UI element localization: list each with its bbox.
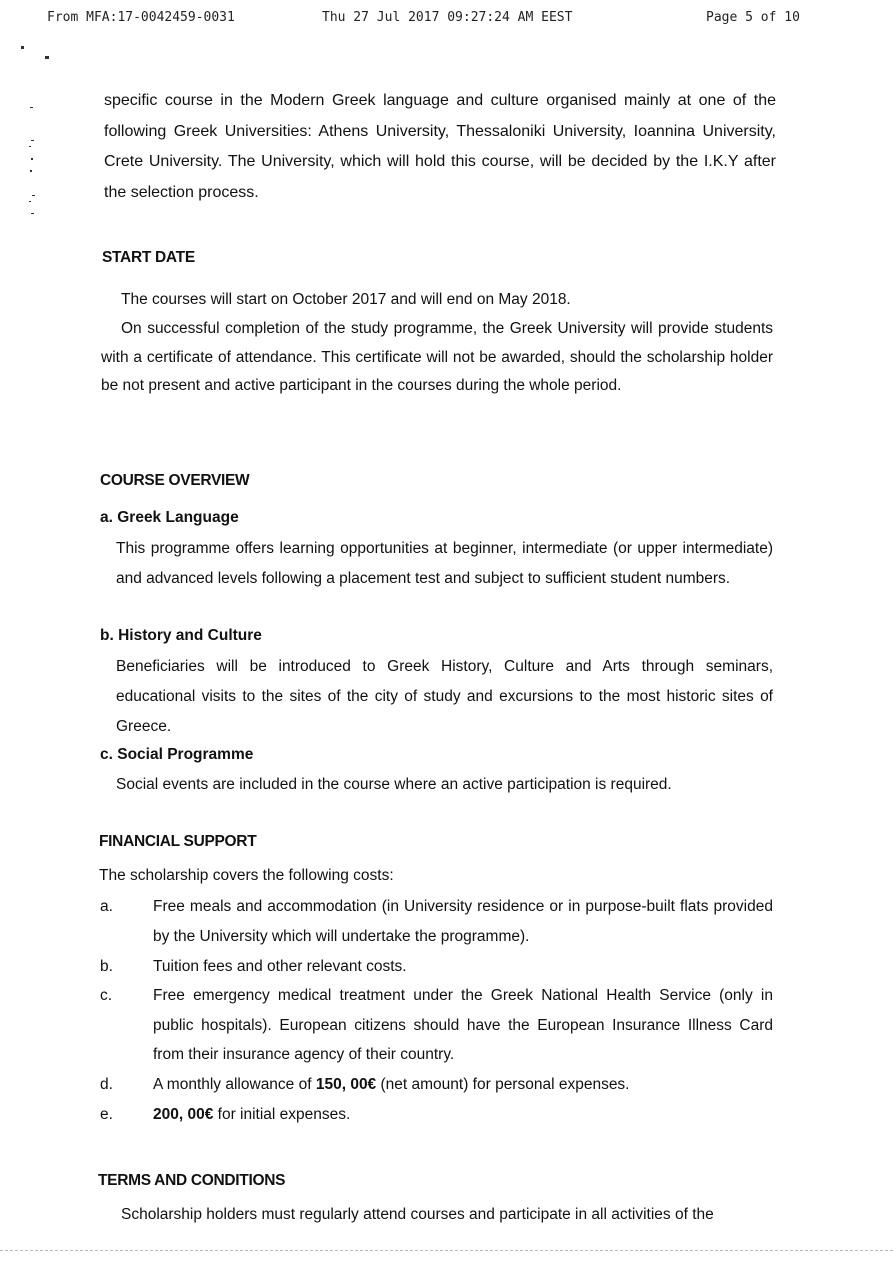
greek-language-text: This programme offers learning opportunities at beginner, intermediate (or upper intermediate) and advanced levels following a placement test and subject to sufficient student numbers. [116, 540, 773, 587]
cost-item-text [153, 1100, 773, 1130]
allowance-prefix: A monthly allowance of [153, 1076, 316, 1093]
cost-item-letter: e. [100, 1106, 113, 1123]
cost-item-d [100, 1070, 780, 1100]
cost-item-e [100, 1100, 780, 1130]
cost-item-letter: d. [100, 1076, 113, 1093]
financial-support-heading: FINANCIAL SUPPORT [99, 833, 257, 850]
terms-paragraph: Scholarship holders must regularly attend courses and participate in all activities of the [121, 1206, 714, 1223]
initial-expenses-suffix: for initial expenses. [213, 1106, 351, 1123]
cost-item-a [100, 892, 780, 952]
start-date-paragraph-1: The courses will start on October 2017 and will end on May 2018. [121, 291, 571, 308]
allowance-amount: 150, 00€ [315, 1076, 377, 1093]
social-programme-text: Social events are included in the course where an active participation is required. [116, 776, 672, 793]
fax-page-number: Page 5 of 10 [706, 10, 800, 25]
start-date-paragraph-2-text: On successful completion of the study programme, the Greek University will provide students with a certificate of attendance. This certificate will not be awarded, should the scholarship holder be not present and active participant in the courses during the whole period. [101, 320, 773, 394]
cost-item-text: Tuition fees and other relevant costs. [153, 958, 407, 975]
cost-item-c [100, 981, 780, 1071]
start-date-heading: START DATE [102, 249, 195, 266]
cost-item-letter: a. [100, 898, 113, 915]
history-culture-text: Beneficiaries will be introduced to Greek History, Culture and Arts through seminars, educational visits to the sites of the city of study and excursions to the most historic sites of Greece. [116, 658, 773, 735]
scan-bottom-edge [0, 1250, 893, 1251]
fax-sender: From MFA:17-0042459-0031 [47, 10, 235, 25]
greek-language-title: a. Greek Language [100, 509, 239, 526]
social-programme-title: c. Social Programme [100, 746, 254, 763]
cost-item-text: Free emergency medical treatment under the Greek National Health Service (only in public hospitals). European citizens should have the European Insurance Illness Card from their insurance agency of their country. [153, 987, 773, 1063]
start-date-paragraph-2 [101, 315, 773, 401]
allowance-suffix: (net amount) for personal expenses. [376, 1076, 630, 1093]
intro-paragraph: specific course in the Modern Greek language and culture organised mainly at one of the following Greek Universities: Athens University, Thessaloniki University, Ioannina University, Crete University. The University, which will hold this course, will be decided by the I.K.Y after the selection process. [104, 92, 776, 201]
cost-item-text [153, 1070, 773, 1100]
cost-item-text: Free meals and accommodation (in University residence or in purpose-built flats provided by the University which will undertake the programme). [153, 898, 773, 945]
history-culture-title: b. History and Culture [100, 627, 262, 644]
fax-datetime: Thu 27 Jul 2017 09:27:24 AM EEST [322, 10, 573, 25]
terms-heading: TERMS AND CONDITIONS [98, 1172, 286, 1189]
initial-expenses-amount: 200, 00€ [153, 1106, 214, 1123]
course-overview-heading: COURSE OVERVIEW [100, 472, 250, 489]
cost-item-b [100, 952, 780, 982]
cost-item-letter: b. [100, 958, 113, 975]
financial-support-intro: The scholarship covers the following costs: [99, 867, 394, 884]
cost-item-letter: c. [100, 987, 113, 1004]
